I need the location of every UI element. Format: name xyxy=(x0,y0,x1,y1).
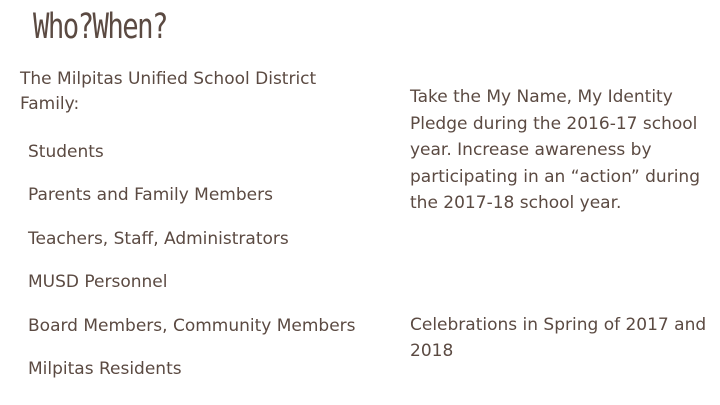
member-item-board-members: Board Members, Community Members xyxy=(28,315,356,336)
intro-text: The Milpitas Unified School District Family: xyxy=(20,69,317,114)
member-item-students: Students xyxy=(28,142,104,162)
member-item-parents: Parents and Family Members xyxy=(28,185,273,206)
slide-title: Who?When? xyxy=(33,7,167,47)
member-item-residents: Milpitas Residents xyxy=(28,358,182,379)
member-item-teachers: Teachers, Staff, Administrators xyxy=(28,228,289,249)
pledge-text: Take the My Name, My Identity Pledge during the 2016-17 school year. Increase awareness by participating in an “action” during the 2017-18 school year. xyxy=(410,87,700,213)
celebrations-text: Celebrations in Spring of 2017 and 2018 xyxy=(410,315,707,361)
member-item-musd-personnel: MUSD Personnel xyxy=(28,272,168,293)
member-list xyxy=(28,137,356,397)
